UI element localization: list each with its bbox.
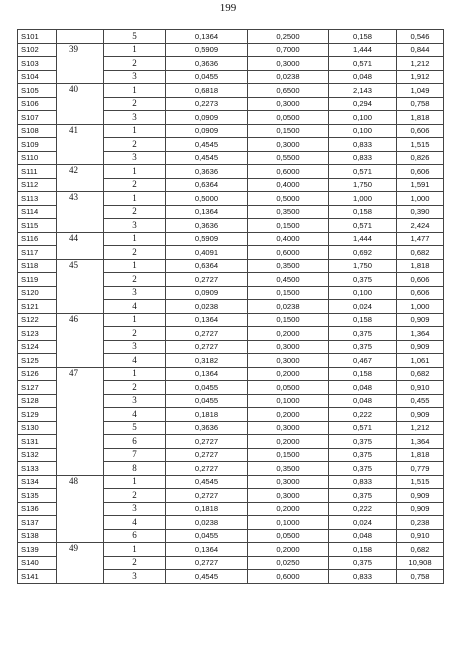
row-id-cell: S125 — [18, 354, 57, 368]
sub-index-cell: 1 — [104, 165, 166, 179]
value-cell-a: 0,4545 — [166, 570, 248, 584]
value-cell-a: 0,0909 — [166, 286, 248, 300]
value-cell-b: 0,1500 — [248, 448, 329, 462]
row-id-cell: S102 — [18, 43, 57, 57]
value-cell-a: 0,1364 — [166, 543, 248, 557]
sub-index-cell: 1 — [104, 124, 166, 138]
sub-index-cell: 2 — [104, 246, 166, 260]
value-cell-a: 0,3636 — [166, 219, 248, 233]
sub-index-cell: 2 — [104, 273, 166, 287]
row-id-cell: S109 — [18, 138, 57, 152]
row-id-cell: S118 — [18, 259, 57, 273]
value-cell-b: 0,2000 — [248, 435, 329, 449]
value-cell-d: 1,912 — [397, 70, 444, 84]
row-id-cell: S132 — [18, 448, 57, 462]
value-cell-d: 1,000 — [397, 192, 444, 206]
value-cell-b: 0,4000 — [248, 178, 329, 192]
value-cell-c: 1,000 — [329, 192, 397, 206]
value-cell-b: 0,6000 — [248, 165, 329, 179]
value-cell-d: 1,364 — [397, 435, 444, 449]
value-cell-c: 0,048 — [329, 529, 397, 543]
value-cell-c: 0,158 — [329, 205, 397, 219]
table-row — [18, 313, 444, 327]
row-id-cell: S113 — [18, 192, 57, 206]
group-number-cell: 44 — [57, 232, 104, 259]
value-cell-a: 0,0455 — [166, 381, 248, 395]
group-number-cell: 43 — [57, 192, 104, 233]
row-id-cell: S136 — [18, 502, 57, 516]
row-id-cell: S107 — [18, 111, 57, 125]
value-cell-c: 2,143 — [329, 84, 397, 98]
value-cell-a: 0,2727 — [166, 556, 248, 570]
value-cell-b: 0,3000 — [248, 57, 329, 71]
value-cell-b: 0,0238 — [248, 70, 329, 84]
value-cell-a: 0,1818 — [166, 408, 248, 422]
sub-index-cell: 7 — [104, 448, 166, 462]
value-cell-d: 0,606 — [397, 286, 444, 300]
value-cell-d: 1,000 — [397, 300, 444, 314]
value-cell-c: 0,100 — [329, 286, 397, 300]
value-cell-c: 0,048 — [329, 394, 397, 408]
sub-index-cell: 8 — [104, 462, 166, 476]
sub-index-cell: 2 — [104, 327, 166, 341]
group-number-cell: 42 — [57, 165, 104, 192]
value-cell-c: 0,048 — [329, 381, 397, 395]
value-cell-d: 0,910 — [397, 529, 444, 543]
value-cell-d: 0,909 — [397, 489, 444, 503]
value-cell-b: 0,0250 — [248, 556, 329, 570]
value-cell-c: 0,375 — [329, 448, 397, 462]
row-id-cell: S106 — [18, 97, 57, 111]
group-number-cell: 41 — [57, 124, 104, 165]
value-cell-b: 0,1500 — [248, 286, 329, 300]
row-id-cell: S139 — [18, 543, 57, 557]
value-cell-c: 0,158 — [329, 313, 397, 327]
table-row — [18, 192, 444, 206]
value-cell-d: 0,606 — [397, 124, 444, 138]
table-row — [18, 124, 444, 138]
value-cell-d: 0,390 — [397, 205, 444, 219]
value-cell-b: 0,3500 — [248, 462, 329, 476]
value-cell-a: 0,6364 — [166, 178, 248, 192]
value-cell-d: 0,758 — [397, 570, 444, 584]
row-id-cell: S141 — [18, 570, 57, 584]
sub-index-cell: 2 — [104, 138, 166, 152]
value-cell-b: 0,0500 — [248, 529, 329, 543]
value-cell-c: 0,294 — [329, 97, 397, 111]
row-id-cell: S122 — [18, 313, 57, 327]
value-cell-a: 0,5909 — [166, 232, 248, 246]
sub-index-cell: 2 — [104, 57, 166, 71]
value-cell-c: 0,571 — [329, 219, 397, 233]
sub-index-cell: 2 — [104, 205, 166, 219]
value-cell-d: 1,364 — [397, 327, 444, 341]
sub-index-cell: 2 — [104, 556, 166, 570]
value-cell-d: 1,212 — [397, 57, 444, 71]
value-cell-c: 0,024 — [329, 516, 397, 530]
value-cell-a: 0,3182 — [166, 354, 248, 368]
value-cell-b: 0,1000 — [248, 516, 329, 530]
row-id-cell: S119 — [18, 273, 57, 287]
value-cell-c: 0,375 — [329, 556, 397, 570]
value-cell-b: 0,3000 — [248, 138, 329, 152]
sub-index-cell: 1 — [104, 543, 166, 557]
value-cell-d: 0,779 — [397, 462, 444, 476]
group-number-cell: 45 — [57, 259, 104, 313]
sub-index-cell: 3 — [104, 394, 166, 408]
table-row — [18, 43, 444, 57]
row-id-cell: S131 — [18, 435, 57, 449]
value-cell-d: 0,455 — [397, 394, 444, 408]
table-row — [18, 475, 444, 489]
value-cell-d: 0,682 — [397, 543, 444, 557]
value-cell-c: 0,222 — [329, 502, 397, 516]
value-cell-b: 0,1500 — [248, 313, 329, 327]
table-row — [18, 84, 444, 98]
value-cell-c: 0,375 — [329, 462, 397, 476]
row-id-cell: S120 — [18, 286, 57, 300]
value-cell-a: 0,2727 — [166, 273, 248, 287]
value-cell-a: 0,0455 — [166, 394, 248, 408]
value-cell-c: 0,158 — [329, 367, 397, 381]
sub-index-cell: 1 — [104, 84, 166, 98]
value-cell-a: 0,4545 — [166, 138, 248, 152]
value-cell-a: 0,0455 — [166, 70, 248, 84]
value-cell-a: 0,2727 — [166, 462, 248, 476]
row-id-cell: S138 — [18, 529, 57, 543]
value-cell-a: 0,0238 — [166, 300, 248, 314]
group-number-cell: 40 — [57, 84, 104, 125]
value-cell-d: 0,909 — [397, 408, 444, 422]
row-id-cell: S116 — [18, 232, 57, 246]
sub-index-cell: 1 — [104, 232, 166, 246]
value-cell-a: 0,6364 — [166, 259, 248, 273]
value-cell-d: 0,606 — [397, 165, 444, 179]
value-cell-c: 0,100 — [329, 111, 397, 125]
value-cell-b: 0,2000 — [248, 502, 329, 516]
value-cell-a: 0,0909 — [166, 124, 248, 138]
sub-index-cell: 5 — [104, 30, 166, 44]
value-cell-a: 0,1364 — [166, 30, 248, 44]
value-cell-b: 0,3500 — [248, 259, 329, 273]
row-id-cell: S135 — [18, 489, 57, 503]
value-cell-d: 0,682 — [397, 246, 444, 260]
value-cell-a: 0,0238 — [166, 516, 248, 530]
value-cell-d: 1,049 — [397, 84, 444, 98]
value-cell-d: 0,238 — [397, 516, 444, 530]
sub-index-cell: 1 — [104, 259, 166, 273]
value-cell-b: 0,3000 — [248, 340, 329, 354]
row-id-cell: S121 — [18, 300, 57, 314]
value-cell-b: 0,3000 — [248, 489, 329, 503]
value-cell-d: 0,546 — [397, 30, 444, 44]
value-cell-c: 0,024 — [329, 300, 397, 314]
row-id-cell: S117 — [18, 246, 57, 260]
sub-index-cell: 3 — [104, 219, 166, 233]
value-cell-c: 0,375 — [329, 340, 397, 354]
value-cell-c: 0,375 — [329, 435, 397, 449]
value-cell-b: 0,3000 — [248, 354, 329, 368]
sub-index-cell: 2 — [104, 489, 166, 503]
value-cell-d: 0,909 — [397, 313, 444, 327]
sub-index-cell: 4 — [104, 516, 166, 530]
value-cell-b: 0,0238 — [248, 300, 329, 314]
value-cell-b: 0,1500 — [248, 124, 329, 138]
sub-index-cell: 4 — [104, 408, 166, 422]
sub-index-cell: 3 — [104, 70, 166, 84]
value-cell-b: 0,1500 — [248, 219, 329, 233]
sub-index-cell: 1 — [104, 43, 166, 57]
sub-index-cell: 4 — [104, 300, 166, 314]
row-id-cell: S101 — [18, 30, 57, 44]
value-cell-b: 0,5500 — [248, 151, 329, 165]
value-cell-b: 0,6000 — [248, 570, 329, 584]
row-id-cell: S133 — [18, 462, 57, 476]
row-id-cell: S111 — [18, 165, 57, 179]
value-cell-c: 0,100 — [329, 124, 397, 138]
row-id-cell: S104 — [18, 70, 57, 84]
value-cell-b: 0,0500 — [248, 111, 329, 125]
sub-index-cell: 2 — [104, 178, 166, 192]
row-id-cell: S129 — [18, 408, 57, 422]
row-id-cell: S112 — [18, 178, 57, 192]
sub-index-cell: 1 — [104, 313, 166, 327]
value-cell-d: 0,910 — [397, 381, 444, 395]
value-cell-b: 0,7000 — [248, 43, 329, 57]
value-cell-a: 0,2727 — [166, 448, 248, 462]
sub-index-cell: 3 — [104, 340, 166, 354]
value-cell-b: 0,4000 — [248, 232, 329, 246]
value-cell-a: 0,2727 — [166, 327, 248, 341]
sub-index-cell: 3 — [104, 151, 166, 165]
value-cell-b: 0,1000 — [248, 394, 329, 408]
value-cell-d: 1,061 — [397, 354, 444, 368]
table-row — [18, 259, 444, 273]
data-table — [17, 29, 444, 584]
table-row — [18, 232, 444, 246]
value-cell-d: 1,515 — [397, 475, 444, 489]
row-id-cell: S128 — [18, 394, 57, 408]
value-cell-b: 0,3000 — [248, 97, 329, 111]
value-cell-c: 0,222 — [329, 408, 397, 422]
value-cell-b: 0,3500 — [248, 205, 329, 219]
row-id-cell: S126 — [18, 367, 57, 381]
table-row — [18, 543, 444, 557]
group-number-cell: 39 — [57, 43, 104, 84]
value-cell-b: 0,2000 — [248, 367, 329, 381]
value-cell-a: 0,5000 — [166, 192, 248, 206]
value-cell-c: 1,750 — [329, 259, 397, 273]
sub-index-cell: 6 — [104, 529, 166, 543]
value-cell-a: 0,5909 — [166, 43, 248, 57]
row-id-cell: S140 — [18, 556, 57, 570]
value-cell-c: 1,750 — [329, 178, 397, 192]
sub-index-cell: 3 — [104, 111, 166, 125]
value-cell-c: 0,571 — [329, 165, 397, 179]
value-cell-b: 0,2000 — [248, 408, 329, 422]
sub-index-cell: 1 — [104, 475, 166, 489]
value-cell-a: 0,3636 — [166, 421, 248, 435]
value-cell-a: 0,4545 — [166, 475, 248, 489]
value-cell-c: 0,158 — [329, 543, 397, 557]
value-cell-a: 0,1364 — [166, 367, 248, 381]
value-cell-a: 0,2727 — [166, 340, 248, 354]
value-cell-b: 0,0500 — [248, 381, 329, 395]
sub-index-cell: 3 — [104, 502, 166, 516]
value-cell-a: 0,2727 — [166, 435, 248, 449]
row-id-cell: S108 — [18, 124, 57, 138]
value-cell-c: 0,158 — [329, 30, 397, 44]
value-cell-a: 0,4545 — [166, 151, 248, 165]
value-cell-c: 1,444 — [329, 232, 397, 246]
sub-index-cell: 1 — [104, 192, 166, 206]
value-cell-d: 2,424 — [397, 219, 444, 233]
row-id-cell: S105 — [18, 84, 57, 98]
value-cell-c: 0,375 — [329, 327, 397, 341]
row-id-cell: S134 — [18, 475, 57, 489]
value-cell-d: 10,908 — [397, 556, 444, 570]
table-body — [18, 30, 444, 584]
row-id-cell: S115 — [18, 219, 57, 233]
row-id-cell: S137 — [18, 516, 57, 530]
group-number-cell — [57, 30, 104, 44]
value-cell-c: 0,375 — [329, 273, 397, 287]
value-cell-c: 0,833 — [329, 151, 397, 165]
group-number-cell: 49 — [57, 543, 104, 584]
value-cell-d: 0,909 — [397, 340, 444, 354]
value-cell-b: 0,2000 — [248, 327, 329, 341]
sub-index-cell: 2 — [104, 97, 166, 111]
value-cell-c: 0,571 — [329, 421, 397, 435]
value-cell-c: 0,571 — [329, 57, 397, 71]
value-cell-c: 1,444 — [329, 43, 397, 57]
value-cell-c: 0,467 — [329, 354, 397, 368]
value-cell-b: 0,5000 — [248, 192, 329, 206]
value-cell-d: 1,818 — [397, 259, 444, 273]
row-id-cell: S110 — [18, 151, 57, 165]
value-cell-a: 0,3636 — [166, 165, 248, 179]
value-cell-b: 0,6500 — [248, 84, 329, 98]
value-cell-a: 0,4091 — [166, 246, 248, 260]
value-cell-a: 0,3636 — [166, 57, 248, 71]
value-cell-a: 0,6818 — [166, 84, 248, 98]
row-id-cell: S124 — [18, 340, 57, 354]
page-number: 199 — [219, 2, 237, 14]
table-row — [18, 165, 444, 179]
value-cell-c: 0,692 — [329, 246, 397, 260]
sub-index-cell: 1 — [104, 367, 166, 381]
value-cell-a: 0,2273 — [166, 97, 248, 111]
value-cell-c: 0,375 — [329, 489, 397, 503]
value-cell-a: 0,1364 — [166, 313, 248, 327]
value-cell-a: 0,0455 — [166, 529, 248, 543]
group-number-cell: 48 — [57, 475, 104, 543]
value-cell-a: 0,0909 — [166, 111, 248, 125]
value-cell-b: 0,4500 — [248, 273, 329, 287]
value-cell-b: 0,2000 — [248, 543, 329, 557]
group-number-cell: 46 — [57, 313, 104, 367]
value-cell-b: 0,2500 — [248, 30, 329, 44]
row-id-cell: S103 — [18, 57, 57, 71]
value-cell-d: 0,844 — [397, 43, 444, 57]
sub-index-cell: 2 — [104, 381, 166, 395]
sub-index-cell: 3 — [104, 286, 166, 300]
sub-index-cell: 5 — [104, 421, 166, 435]
value-cell-b: 0,3000 — [248, 475, 329, 489]
row-id-cell: S123 — [18, 327, 57, 341]
value-cell-b: 0,3000 — [248, 421, 329, 435]
value-cell-c: 0,833 — [329, 570, 397, 584]
value-cell-d: 1,818 — [397, 448, 444, 462]
value-cell-b: 0,6000 — [248, 246, 329, 260]
value-cell-d: 0,682 — [397, 367, 444, 381]
table-row — [18, 30, 444, 44]
value-cell-d: 1,212 — [397, 421, 444, 435]
value-cell-d: 1,591 — [397, 178, 444, 192]
value-cell-a: 0,1364 — [166, 205, 248, 219]
value-cell-d: 0,909 — [397, 502, 444, 516]
sub-index-cell: 6 — [104, 435, 166, 449]
value-cell-d: 0,606 — [397, 273, 444, 287]
sub-index-cell: 3 — [104, 570, 166, 584]
value-cell-c: 0,833 — [329, 475, 397, 489]
row-id-cell: S114 — [18, 205, 57, 219]
value-cell-d: 1,515 — [397, 138, 444, 152]
group-number-cell: 47 — [57, 367, 104, 475]
value-cell-d: 0,758 — [397, 97, 444, 111]
value-cell-a: 0,1818 — [166, 502, 248, 516]
row-id-cell: S127 — [18, 381, 57, 395]
sub-index-cell: 4 — [104, 354, 166, 368]
value-cell-a: 0,2727 — [166, 489, 248, 503]
value-cell-d: 0,826 — [397, 151, 444, 165]
value-cell-d: 1,477 — [397, 232, 444, 246]
row-id-cell: S130 — [18, 421, 57, 435]
value-cell-c: 0,048 — [329, 70, 397, 84]
value-cell-d: 1,818 — [397, 111, 444, 125]
table-row — [18, 367, 444, 381]
value-cell-c: 0,833 — [329, 138, 397, 152]
